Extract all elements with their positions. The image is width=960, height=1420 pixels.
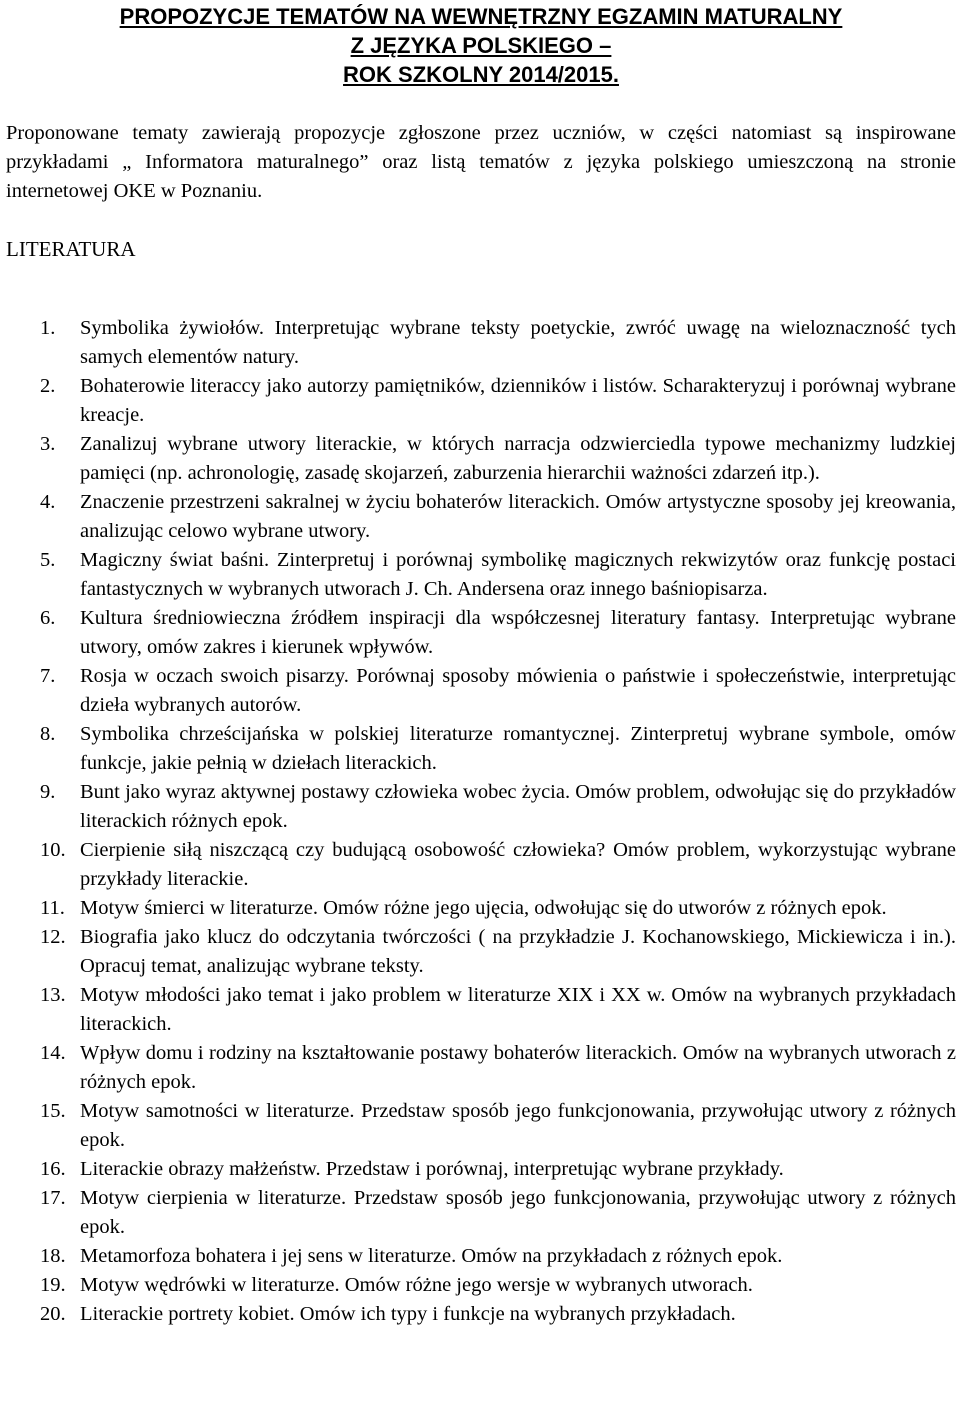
list-item <box>6 1097 956 1155</box>
list-item-number: 2. <box>40 375 56 397</box>
list-item-text: Znaczenie przestrzeni sakralnej w życiu bohaterów literackich. Omów artystyczne sposoby jej kreowania, analizując celowo wybrane utwory. <box>80 491 956 542</box>
list-item-number: 19. <box>40 1274 66 1296</box>
list-item <box>6 1184 956 1242</box>
section-heading: LITERATURA <box>6 237 136 261</box>
list-item-number: 11. <box>40 897 65 919</box>
list-item <box>6 546 956 604</box>
list-item-number: 1. <box>40 317 56 339</box>
list-item <box>6 720 956 778</box>
list-item-number: 18. <box>40 1245 66 1267</box>
topic-list <box>6 314 956 1329</box>
list-item-text: Magiczny świat baśni. Zinterpretuj i porównaj symbolikę magicznych rekwizytów oraz funkcję postaci fantastycznych w wybranych utworach J. Ch. Andersena oraz innego baśniopisarza. <box>80 549 956 600</box>
list-item <box>6 1300 956 1329</box>
list-item <box>6 894 956 923</box>
list-item-number: 7. <box>40 665 56 687</box>
list-item <box>6 488 956 546</box>
document-page <box>6 0 956 1329</box>
list-item-number: 20. <box>40 1303 66 1325</box>
list-item <box>6 430 956 488</box>
list-item-text: Motyw śmierci w literaturze. Omów różne jego ujęcia, odwołując się do utworów z różnych epok. <box>80 897 887 919</box>
list-item <box>6 981 956 1039</box>
list-item-number: 9. <box>40 781 56 803</box>
list-item-text: Motyw samotności w literaturze. Przedstaw sposób jego funkcjonowania, przywołując utwory z różnych epok. <box>80 1100 956 1151</box>
list-item-text: Symbolika żywiołów. Interpretując wybrane teksty poetyckie, zwróć uwagę na wieloznaczność tych samych elementów natury. <box>80 317 956 368</box>
list-item-text: Bunt jako wyraz aktywnej postawy człowieka wobec życia. Omów problem, odwołując się do przykładów literackich różnych epok. <box>80 781 956 832</box>
list-item <box>6 1242 956 1271</box>
list-item-text: Literackie portrety kobiet. Omów ich typy i funkcje na wybranych przykładach. <box>80 1303 736 1325</box>
title-line-2: Z JĘZYKA POLSKIEGO – <box>350 33 612 58</box>
list-item <box>6 1155 956 1184</box>
list-item <box>6 1271 956 1300</box>
list-item-text: Biografia jako klucz do odczytania twórczości ( na przykładzie J. Kochanowskiego, Mickiewicza i in.). Opracuj temat, analizując wybrane teksty. <box>80 926 956 977</box>
list-item-text: Motyw młodości jako temat i jako problem w literaturze XIX i XX w. Omów na wybranych przykładach literackich. <box>80 984 956 1035</box>
list-item-text: Rosja w oczach swoich pisarzy. Porównaj sposoby mówienia o państwie i społeczeństwie, interpretując dzieła wybranych autorów. <box>80 665 956 716</box>
list-item-number: 16. <box>40 1158 66 1180</box>
list-item-number: 17. <box>40 1187 66 1209</box>
list-item-text: Zanalizuj wybrane utwory literackie, w których narracja odzwierciedla typowe mechanizmy ludzkiej pamięci (np. achronologię, zasadę skojarzeń, zaburzenia hierarchii ważności zdarzeń itp.). <box>80 433 956 484</box>
list-item-number: 4. <box>40 491 56 513</box>
list-item-number: 15. <box>40 1100 66 1122</box>
list-item-number: 8. <box>40 723 56 745</box>
list-item <box>6 836 956 894</box>
list-item-text: Symbolika chrześcijańska w polskiej literaturze romantycznej. Zinterpretuj wybrane symbole, omów funkcje, jakie pełnią w dziełach literackich. <box>80 723 956 774</box>
list-item <box>6 923 956 981</box>
title-line-1: PROPOZYCJE TEMATÓW NA WEWNĘTRZNY EGZAMIN MATURALNY <box>119 4 843 29</box>
list-item <box>6 662 956 720</box>
list-item-text: Wpływ domu i rodziny na kształtowanie postawy bohaterów literackich. Omów na wybranych utworach z różnych epok. <box>80 1042 956 1093</box>
list-item-number: 10. <box>40 839 66 861</box>
list-item <box>6 1039 956 1097</box>
list-item-number: 14. <box>40 1042 66 1064</box>
intro-paragraph: Proponowane tematy zawierają propozycje zgłoszone przez uczniów, w części natomiast są inspirowane przykładami „ Informatora maturalnego” oraz listą tematów z języka polskiego umieszczoną na stronie internetowej OKE w Poznaniu. <box>6 122 956 202</box>
list-item-text: Cierpienie siłą niszczącą czy budującą osobowość człowieka? Omów problem, wykorzystując wybrane przykłady literackie. <box>80 839 956 890</box>
title-line-3: ROK SZKOLNY 2014/2015. <box>343 62 619 87</box>
list-item <box>6 372 956 430</box>
list-item-number: 12. <box>40 926 66 948</box>
list-item-text: Bohaterowie literaccy jako autorzy pamiętników, dzienników i listów. Scharakteryzuj i porównaj wybrane kreacje. <box>80 375 956 426</box>
list-item-text: Metamorfoza bohatera i jej sens w literaturze. Omów na przykładach z różnych epok. <box>80 1245 783 1267</box>
list-item-number: 6. <box>40 607 56 629</box>
list-item-number: 5. <box>40 549 56 571</box>
list-item <box>6 778 956 836</box>
list-item-text: Motyw wędrówki w literaturze. Omów różne jego wersje w wybranych utworach. <box>80 1274 753 1296</box>
list-item-text: Kultura średniowieczna źródłem inspiracji dla współczesnej literatury fantasy. Interpretując wybrane utwory, omów zakres i kierunek wpływów. <box>80 607 956 658</box>
list-item <box>6 314 956 372</box>
document-title <box>6 0 956 89</box>
list-item-number: 3. <box>40 433 56 455</box>
list-item-text: Literackie obrazy małżeństw. Przedstaw i porównaj, interpretując wybrane przykłady. <box>80 1158 784 1180</box>
list-item <box>6 604 956 662</box>
list-item-number: 13. <box>40 984 66 1006</box>
list-item-text: Motyw cierpienia w literaturze. Przedstaw sposób jego funkcjonowania, przywołując utwory z różnych epok. <box>80 1187 956 1238</box>
